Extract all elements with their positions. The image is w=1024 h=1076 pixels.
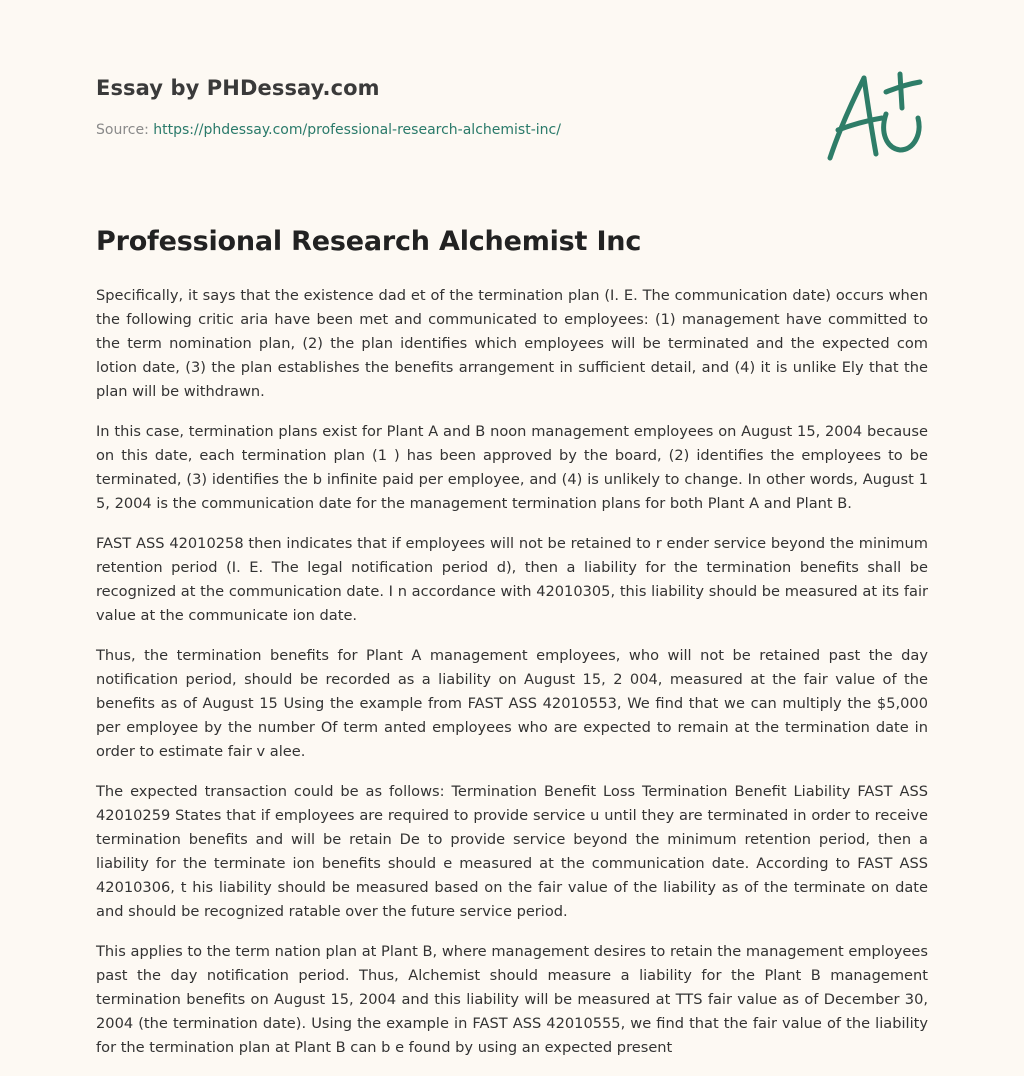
source-link[interactable]: https://phdessay.com/professional-research-alchemist-inc/ [153, 122, 561, 138]
paragraph: FAST ASS 42010258 then indicates that if employees will not be retained to r ender service beyond the minimum retention period (I. E. The legal notification period d), then a liability for the termination benefits shall be recognized at the communication date. I n accordance with 42010305, this liability should be measured at its fair value at the communicate ion date. [96, 535, 928, 624]
paragraph: Specifically, it says that the existence dad et of the termination plan (I. E. The communication date) occurs when the following critic aria have been met and communicated to employees: (1) management have committed to the term nomination plan, (2) the plan identifies which employees will be terminated and the expected com lotion date, (3) the plan establishes the benefits arrangement in sufficient detail, and (4) it is unlike Ely that the plan will be withdrawn. [96, 287, 928, 400]
site-title: Essay by PHDessay.com [96, 76, 380, 100]
article-title: Professional Research Alchemist Inc [96, 226, 642, 257]
paragraph: Thus, the termination benefits for Plant A management employees, who will not be retained past the day notification period, should be recorded as a liability on August 15, 2 004, measured at the fair value of the benefits as of August 15 Using the example from FAST ASS 42010553, We find that we can multiply the $5,000 per employee by the number Of term anted employees who are expected to remain at the termination date in order to estimate fair v alee. [96, 647, 928, 760]
paragraph: In this case, termination plans exist for Plant A and B noon management employees on August 15, 2004 because on this date, each termination plan (1 ) has been approved by the board, (2) identifies the employees to be terminated, (3) identifies the b infinite paid per employee, and (4) is unlikely to change. In other words, August 1 5, 2004 is the communication date for the management termination plans for both Plant A and Plant B. [96, 423, 928, 512]
source-line [96, 122, 796, 138]
a-plus-logo-icon [820, 66, 930, 166]
paragraph: The expected transaction could be as follows: Termination Benefit Loss Termination Benefit Liability FAST ASS 42010259 States that if employees are required to provide service u until they are terminated in order to receive termination benefits and will be retain De to provide service beyond the minimum retention period, then a liability for the terminate ion benefits should e measured at the communication date. According to FAST ASS 42010306, t his liability should be measured based on the fair value of the liability as of the terminate on date and should be recognized ratable over the future service period. [96, 783, 928, 920]
paragraph: This applies to the term nation plan at Plant B, where management desires to retain the management employees past the day notification period. Thus, Alchemist should measure a liability for the Plant B management termination benefits on August 15, 2004 and this liability will be measured at TTS fair value as of December 30, 2004 (the termination date). Using the example in FAST ASS 42010555, we find that the fair value of the liability for the termination plan at Plant B can b e found by using an expected present [96, 943, 928, 1056]
source-label: Source: [96, 122, 154, 138]
page-header [96, 76, 796, 138]
article-body [96, 284, 928, 1076]
